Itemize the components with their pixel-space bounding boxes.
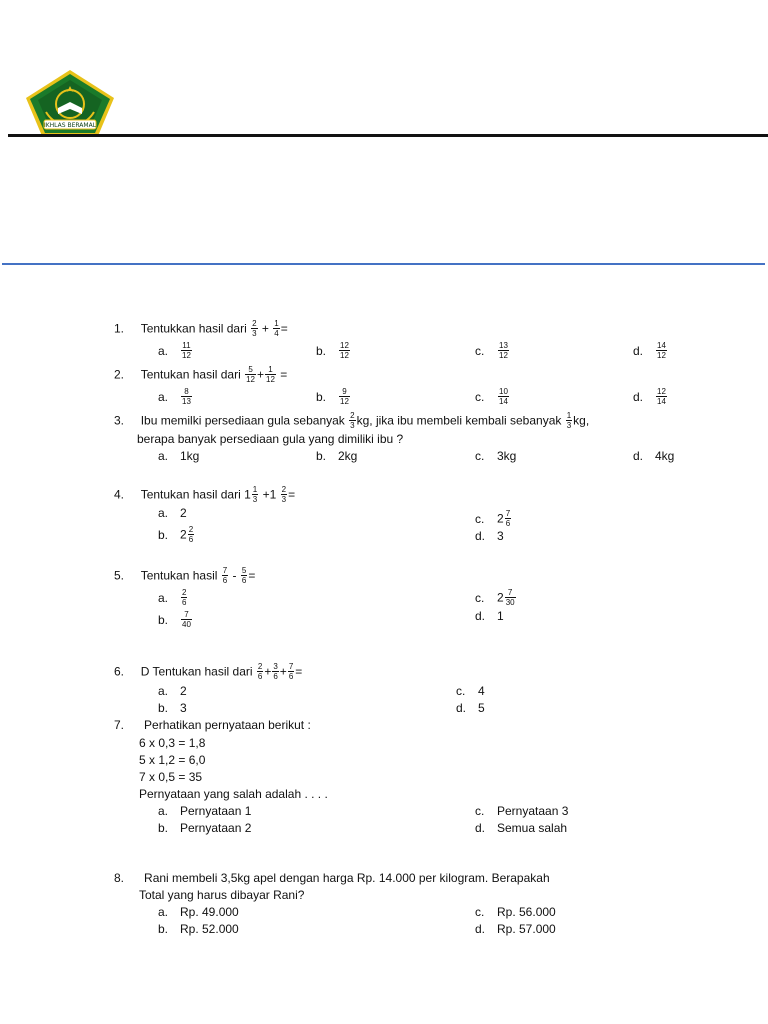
q7-option-c[interactable]: c. Pernyataan 3 (475, 804, 569, 818)
question-4: 4. Tentukan hasil dari 1 $\frac{1}{3}$ +1 $\frac{2}{3}$ = (114, 485, 296, 504)
q1-option-d[interactable]: d. $\frac{14}{12}$ (633, 341, 666, 360)
question-1: 1. Tentukkan hasil dari $\frac{2}{3}$ + $\frac{1}{4}$ = (114, 319, 288, 338)
q5-option-a[interactable]: a. $\frac{2}{6}$ (158, 588, 187, 607)
q4-option-a[interactable]: a. 2 (158, 506, 187, 520)
q3-option-c[interactable]: c. 3kg (475, 449, 517, 463)
q3-option-b[interactable]: b. 2kg (316, 449, 358, 463)
q7-statement-1: 6 x 0,3 = 1,8 (139, 736, 206, 750)
q7-option-b[interactable]: b. Pernyataan 2 (158, 821, 252, 835)
question-6: 6. D Tentukan hasil dari $\frac{2}{6}$ + $\frac{3}{6}$ + $\frac{7}{6}$ = (114, 662, 303, 681)
header-rule (8, 134, 768, 137)
q1-option-c[interactable]: c. $\frac{13}{12}$ (475, 341, 508, 360)
q5-option-c[interactable]: c. 2 $\frac{7}{30}$ (475, 588, 515, 607)
q6-option-a[interactable]: a. 2 (158, 684, 187, 698)
q1-option-b[interactable]: b. $\frac{12}{12}$ (316, 341, 349, 360)
question-7: 7. Perhatikan pernyataan berikut : (114, 718, 311, 732)
ministry-logo (24, 68, 116, 138)
q5-option-d[interactable]: d. 1 (475, 609, 504, 623)
q8-option-d[interactable]: d. Rp. 57.000 (475, 922, 556, 936)
q2-option-c[interactable]: c. $\frac{10}{14}$ (475, 387, 508, 406)
q8-option-c[interactable]: c. Rp. 56.000 (475, 905, 556, 919)
q7-prompt: Pernyataan yang salah adalah . . . . (139, 787, 328, 801)
question-3: 3. Ibu memilki persediaan gula sebanyak $\frac{2}{3}$ kg, jika ibu membeli kembali sebanyak $\frac{1}{3}$ kg, (114, 411, 590, 430)
q7-statement-2: 5 x 1,2 = 6,0 (139, 753, 206, 767)
question-8-line-2: Total yang harus dibayar Rani? (139, 888, 305, 902)
svg-text:IKHLAS BERAMAL: IKHLAS BERAMAL (43, 122, 97, 129)
q3-option-a[interactable]: a. 1kg (158, 449, 200, 463)
question-2: 2. Tentukan hasil dari $\frac{5}{12}$ + $\frac{1}{12}$ = (114, 365, 288, 384)
q7-option-a[interactable]: a. Pernyataan 1 (158, 804, 252, 818)
q4-option-c[interactable]: c. 2 $\frac{7}{6}$ (475, 509, 511, 528)
q6-option-d[interactable]: d. 5 (456, 701, 485, 715)
q7-option-d[interactable]: d. Semua salah (475, 821, 568, 835)
question-5: 5. Tentukan hasil $\frac{7}{6}$ - $\frac{5}{6}$ = (114, 566, 256, 585)
q6-option-c[interactable]: c. 4 (456, 684, 485, 698)
q2-option-b[interactable]: b. $\frac{9}{12}$ (316, 387, 349, 406)
question-3-line-2: berapa banyak persediaan gula yang dimiliki ibu ? (137, 432, 404, 446)
q5-option-b[interactable]: b. $\frac{7}{40}$ (158, 610, 191, 629)
q8-option-a[interactable]: a. Rp. 49.000 (158, 905, 239, 919)
q3-option-d[interactable]: d. 4kg (633, 449, 675, 463)
question-8: 8. Rani membeli 3,5kg apel dengan harga Rp. 14.000 per kilogram. Berapakah (114, 871, 550, 885)
q8-option-b[interactable]: b. Rp. 52.000 (158, 922, 239, 936)
q6-option-b[interactable]: b. 3 (158, 701, 187, 715)
q2-option-d[interactable]: d. $\frac{12}{14}$ (633, 387, 666, 406)
q4-option-d[interactable]: d. 3 (475, 529, 504, 543)
q2-option-a[interactable]: a. $\frac{8}{13}$ (158, 387, 191, 406)
q4-option-b[interactable]: b. 2 $\frac{2}{6}$ (158, 525, 194, 544)
q1-option-a[interactable]: a. $\frac{11}{12}$ (158, 341, 191, 360)
header-blue-rule (2, 263, 765, 265)
q7-statement-3: 7 x 0,5 = 35 (139, 770, 203, 784)
